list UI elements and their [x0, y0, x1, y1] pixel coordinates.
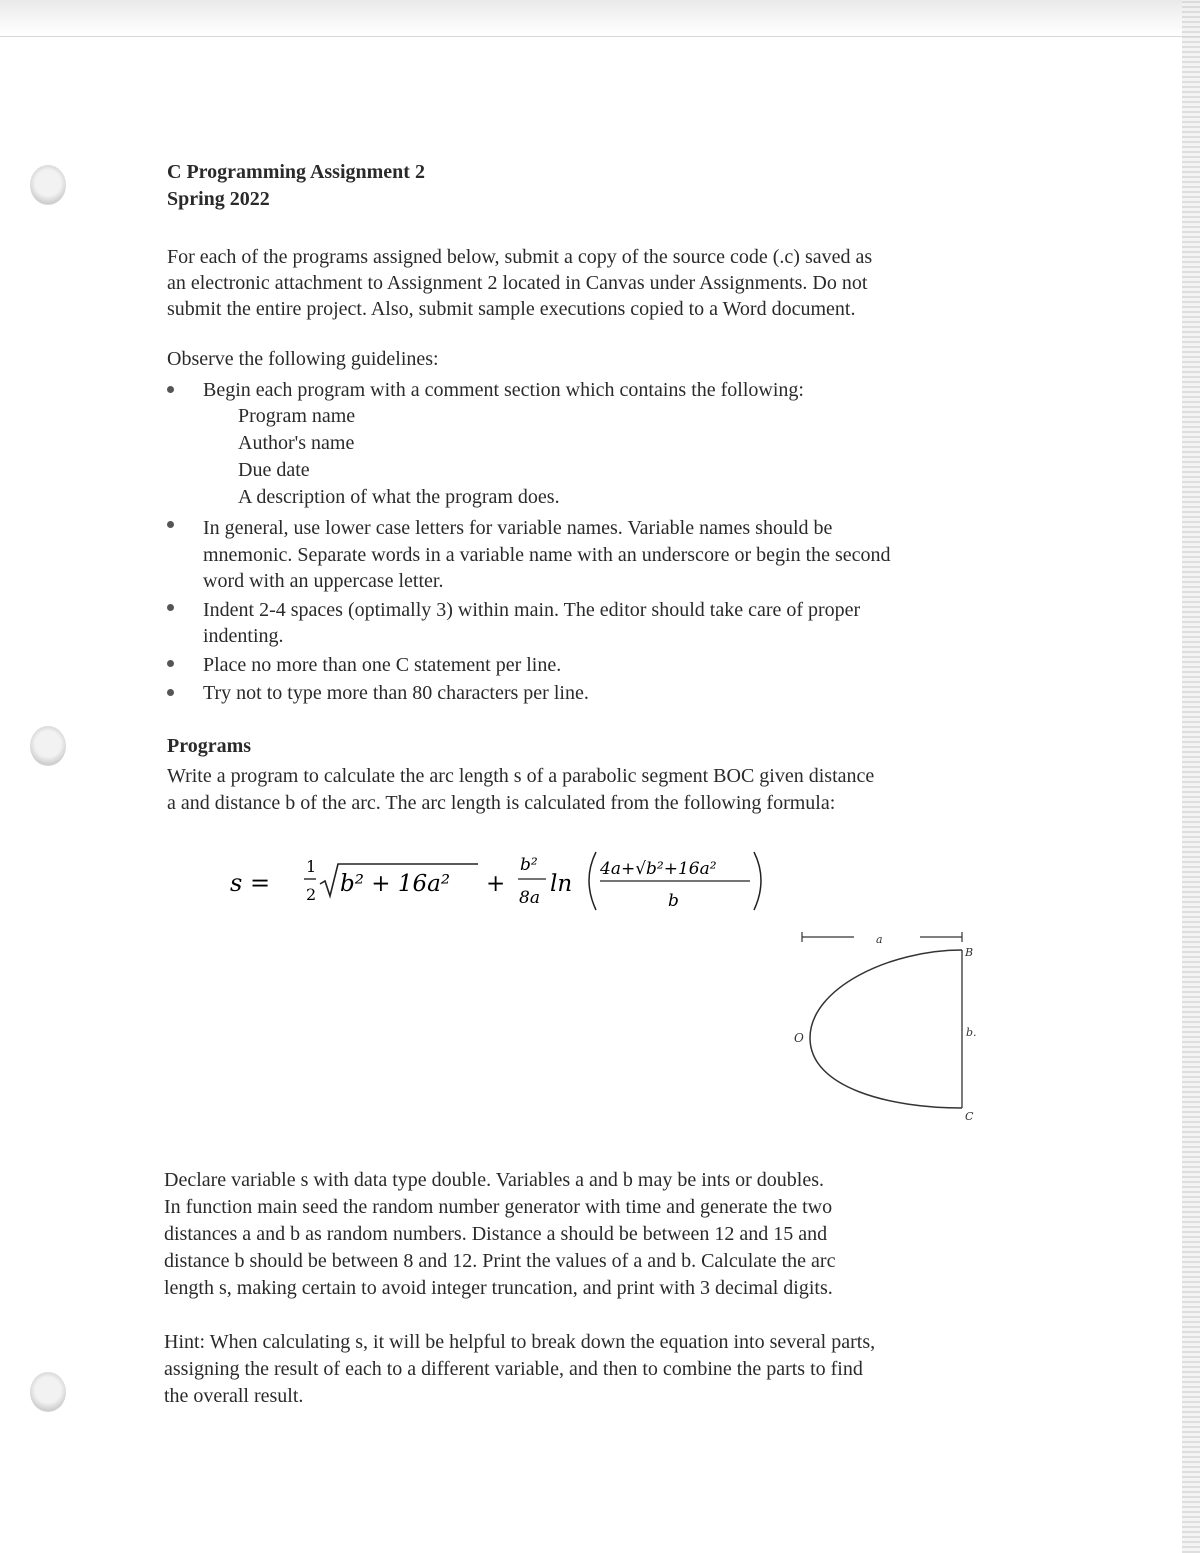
bullet-dot	[167, 521, 174, 528]
scan-right-edge	[1182, 0, 1200, 1553]
programs-text: Write a program to calculate the arc length s of a parabolic segment BOC given distance	[167, 765, 875, 787]
guideline-item: Indent 2-4 spaces (optimally 3) within main. The editor should take care of proper	[203, 599, 861, 621]
details-line: distance b should be between 8 and 12. Print the values of a and b. Calculate the arc	[164, 1250, 836, 1272]
guideline-subitem: A description of what the program does.	[238, 486, 560, 508]
guideline-item: word with an uppercase letter.	[203, 570, 444, 592]
details-line: Declare variable s with data type double. Variables a and b may be ints or doubles.	[164, 1169, 824, 1191]
hint-line: assigning the result of each to a different variable, and then to combine the parts to find	[164, 1358, 863, 1380]
guideline-item: Place no more than one C statement per line.	[203, 654, 562, 676]
punch-hole-top	[30, 165, 66, 205]
formula-lhs: s =	[230, 869, 271, 897]
guideline-subitem: Program name	[238, 405, 356, 427]
bullet-dot	[167, 386, 174, 393]
bullet-dot	[167, 689, 174, 696]
guidelines-heading: Observe the following guidelines:	[167, 348, 439, 370]
bullet-dot	[167, 604, 174, 611]
intro-line: For each of the programs assigned below, submit a copy of the source code (.c) saved as	[167, 246, 873, 268]
intro-line: an electronic attachment to Assignment 2 located in Canvas under Assignments. Do not	[167, 272, 868, 294]
guideline-subitem: Author's name	[238, 432, 355, 454]
left-paren	[589, 852, 596, 910]
formula-ln: ln	[550, 871, 573, 897]
intro-line: submit the entire project. Also, submit sample executions copied to a Word document.	[167, 298, 856, 320]
formula-plus: +	[486, 871, 506, 897]
formula-half-den: 2	[306, 885, 317, 904]
guideline-item: indenting.	[203, 625, 284, 647]
punch-hole-middle	[30, 726, 66, 766]
hint-line: Hint: When calculating s, it will be helpful to break down the equation into several parts,	[164, 1331, 876, 1353]
guideline-item: mnemonic. Separate words in a variable name with an underscore or begin the second	[203, 544, 891, 566]
label-b: b.	[966, 1026, 977, 1039]
assignment-term: Spring 2022	[167, 188, 270, 210]
punch-hole-bottom	[30, 1372, 66, 1412]
formula-inner-den: b	[668, 891, 679, 911]
scan-top-edge	[0, 0, 1200, 37]
guideline-subitem: Due date	[238, 459, 310, 481]
formula-inner-num: 4a+√b²+16a²	[600, 859, 717, 879]
details-line: length s, making certain to avoid integer truncation, and print with 3 decimal digits.	[164, 1277, 833, 1299]
formula-root: b² + 16a²	[340, 871, 451, 897]
guideline-item: Begin each program with a comment section which contains the following:	[203, 379, 804, 401]
parabola-curve	[810, 950, 962, 1108]
label-B: B	[965, 946, 974, 959]
formula-half-num: 1	[306, 857, 317, 876]
parabola-diagram	[780, 928, 990, 1133]
programs-heading: Programs	[167, 735, 252, 757]
arc-length-formula	[228, 848, 788, 918]
label-a: a	[876, 933, 883, 946]
formula-frac-den: 8a	[519, 888, 540, 908]
assignment-title: C Programming Assignment 2	[167, 161, 425, 183]
guideline-item: Try not to type more than 80 characters per line.	[203, 682, 589, 704]
label-O: O	[794, 1031, 804, 1045]
formula-frac-num: b²	[520, 855, 538, 875]
details-line: distances a and b as random numbers. Distance a should be between 12 and 15 and	[164, 1223, 828, 1245]
details-line: In function main seed the random number generator with time and generate the two	[164, 1196, 833, 1218]
right-paren	[754, 852, 761, 910]
bullet-dot	[167, 660, 174, 667]
guideline-item: In general, use lower case letters for variable names. Variable names should be	[203, 517, 833, 539]
label-C: C	[965, 1110, 974, 1123]
programs-text: a and distance b of the arc. The arc length is calculated from the following formula:	[167, 792, 836, 814]
hint-line: the overall result.	[164, 1385, 304, 1407]
